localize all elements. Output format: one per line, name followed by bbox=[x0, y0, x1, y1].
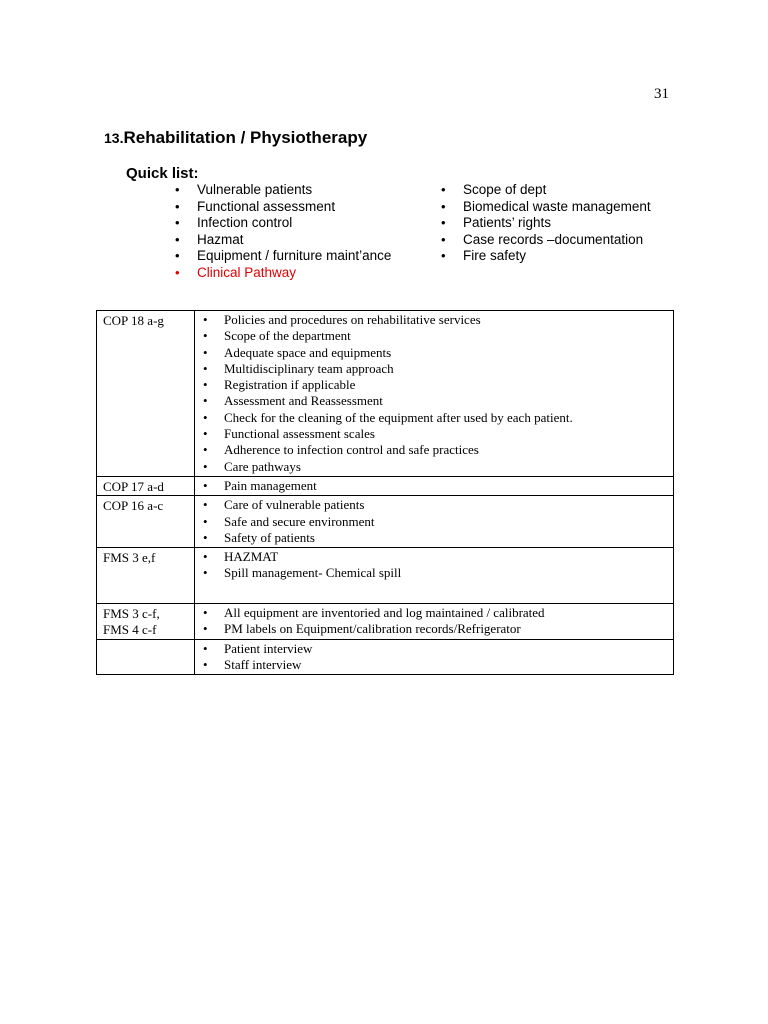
quick-list-item: • Hazmat bbox=[175, 232, 391, 249]
checklist-item: • Safe and secure environment bbox=[195, 514, 673, 530]
checklist-cell bbox=[195, 311, 674, 477]
checklist-item: • Patient interview bbox=[195, 641, 673, 657]
checklist-cell bbox=[195, 476, 674, 495]
page-number: 31 bbox=[654, 86, 669, 102]
standards-table bbox=[96, 310, 674, 675]
quick-list-item: • Patients’ rights bbox=[441, 215, 651, 232]
checklist-item: • PM labels on Equipment/calibration records/Refrigerator bbox=[195, 621, 673, 637]
checklist-item: • Scope of the department bbox=[195, 328, 673, 344]
table-row bbox=[97, 311, 674, 477]
standard-code: COP 18 a-g bbox=[103, 313, 164, 328]
quick-list-item: • Biomedical waste management bbox=[441, 199, 651, 216]
checklist-cell bbox=[195, 604, 674, 640]
quick-list-item: • Functional assessment bbox=[175, 199, 391, 216]
quick-list-left bbox=[175, 182, 391, 282]
standard-code-cell bbox=[97, 311, 195, 477]
section-title: Rehabilitation / Physiotherapy bbox=[123, 128, 368, 147]
table-row bbox=[97, 548, 674, 604]
checklist-item: • Pain management bbox=[195, 478, 673, 494]
standard-code-cell bbox=[97, 639, 195, 675]
checklist-item: • HAZMAT bbox=[195, 549, 673, 565]
standard-code-cell bbox=[97, 604, 195, 640]
checklist-cell bbox=[195, 496, 674, 548]
standard-code-cell bbox=[97, 476, 195, 495]
quick-list-item: • Fire safety bbox=[441, 248, 651, 265]
quick-list-item: • Equipment / furniture maint’ance bbox=[175, 248, 391, 265]
checklist-item: • Multidisciplinary team approach bbox=[195, 361, 673, 377]
section-number: 13. bbox=[104, 130, 124, 146]
standard-code: COP 17 a-d bbox=[103, 478, 164, 494]
checklist-item: • All equipment are inventoried and log maintained / calibrated bbox=[195, 605, 673, 621]
standard-code: COP 16 a-c bbox=[103, 498, 164, 514]
checklist-item: • Policies and procedures on rehabilitative services bbox=[195, 312, 673, 328]
checklist-item: • Adherence to infection control and safe practices bbox=[195, 442, 673, 458]
checklist-item: • Adequate space and equipments bbox=[195, 345, 673, 361]
table-row bbox=[97, 476, 674, 495]
checklist-item: • Spill management- Chemical spill bbox=[195, 565, 673, 581]
checklist-item: • Safety of patients bbox=[195, 530, 673, 546]
standard-code-cell bbox=[97, 548, 195, 604]
table-row bbox=[97, 604, 674, 640]
quick-list-item-highlighted: • Clinical Pathway bbox=[175, 265, 391, 282]
checklist-item: • Check for the cleaning of the equipment after used by each patient. bbox=[195, 410, 673, 426]
checklist-item: • Registration if applicable bbox=[195, 377, 673, 393]
quick-list-item: • Scope of dept bbox=[441, 182, 651, 199]
standard-code-cell bbox=[97, 496, 195, 548]
checklist-item: • Care of vulnerable patients bbox=[195, 497, 673, 513]
standard-code: FMS 3 e,f bbox=[103, 550, 156, 566]
checklist-item: • Care pathways bbox=[195, 459, 673, 475]
table-row bbox=[97, 639, 674, 675]
checklist-item: • Staff interview bbox=[195, 657, 673, 673]
quick-list-item: • Case records –documentation bbox=[441, 232, 651, 249]
standard-code: FMS 4 c-f bbox=[103, 622, 157, 638]
section-heading bbox=[104, 128, 367, 148]
quick-list-item: • Vulnerable patients bbox=[175, 182, 391, 199]
table-row bbox=[97, 496, 674, 548]
checklist-cell bbox=[195, 548, 674, 604]
checklist-item: • Functional assessment scales bbox=[195, 426, 673, 442]
quick-list-item: • Infection control bbox=[175, 215, 391, 232]
standard-code: FMS 3 c-f, bbox=[103, 606, 160, 622]
checklist-cell bbox=[195, 639, 674, 675]
quick-list-right bbox=[441, 182, 651, 265]
quick-list-label: Quick list: bbox=[126, 165, 199, 182]
checklist-item: • Assessment and Reassessment bbox=[195, 393, 673, 409]
